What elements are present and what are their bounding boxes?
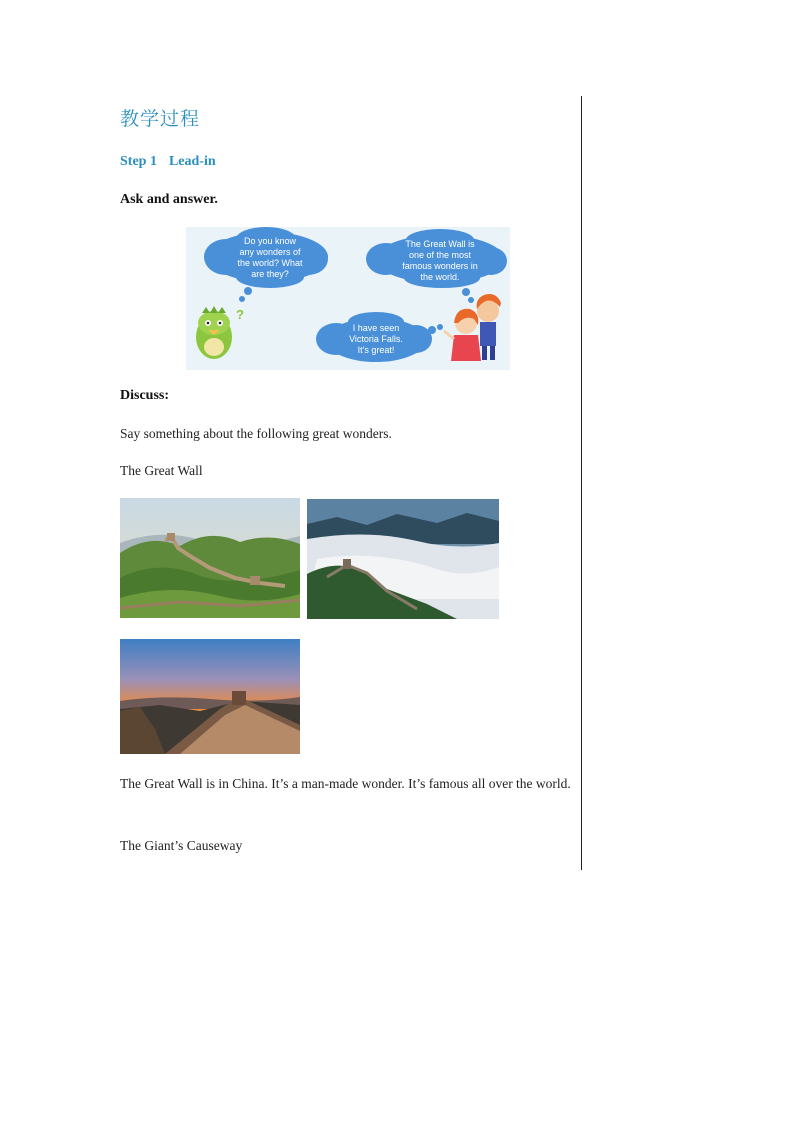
step-name: Lead-in (168, 154, 216, 169)
discuss-prompt: Say something about the following great wonders. (120, 426, 392, 441)
cloud-right-line-3: famous wonders in (402, 261, 478, 271)
cloud-bottom-line-3: It’s great! (357, 345, 395, 355)
great-wall-description: The Great Wall is in China. It’s a man-made wonder. It’s famous all over the world. (120, 776, 571, 791)
discuss-heading: Discuss: (120, 388, 170, 403)
step-heading (120, 154, 216, 170)
cloud-bottom-line-2: Victoria Falls. (349, 334, 403, 344)
cloud-right-line-2: one of the most (408, 250, 472, 260)
dialogue-illustration (186, 227, 510, 370)
great-wall-photo-3 (120, 639, 300, 754)
cloud-bottom-line-1: I have seen (352, 323, 400, 333)
cloud-left-line-1: Do you know (243, 236, 297, 246)
question-mark: ? (236, 307, 244, 322)
step-label: Step 1 (120, 154, 157, 169)
great-wall-photo-2 (307, 499, 499, 619)
giants-causeway-heading: The Giant’s Causeway (120, 838, 243, 853)
cloud-left-line-2: any wonders of (239, 247, 301, 257)
margin-rule (581, 96, 582, 870)
cloud-left-line-4: are they? (251, 269, 289, 279)
great-wall-photo-1 (120, 498, 300, 618)
cloud-right-line-1: The Great Wall is (405, 239, 475, 249)
cloud-right-line-4: the world. (420, 272, 460, 282)
great-wall-heading: The Great Wall (120, 463, 203, 478)
cloud-left-line-3: the world? What (237, 258, 303, 268)
ask-heading: Ask and answer. (120, 192, 218, 207)
page-title: 教学过程 (120, 108, 201, 130)
